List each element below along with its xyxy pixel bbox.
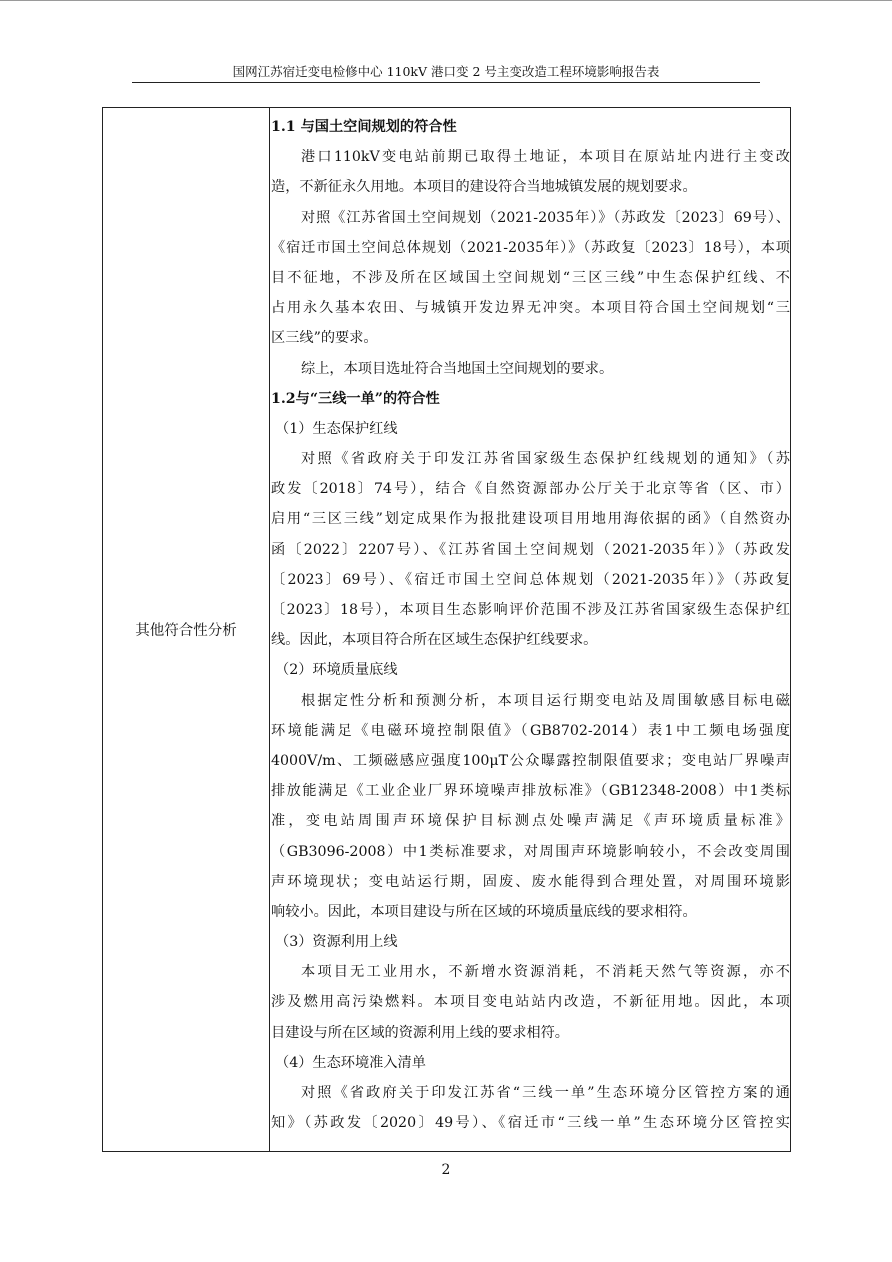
- body-text-line: 〔2023〕18号），本项目生态影响评价范围不涉及江苏省国家级生态保护红: [271, 602, 790, 618]
- section-heading: 1.2与“三线一单”的符合性: [271, 390, 440, 407]
- body-text-line: 声环境现状；变电站运行期，固废、废水能得到合理处置，对周围环境影: [271, 873, 790, 890]
- body-text-line: 启用“三区三线”划定成果作为报批建设项目用地用海依据的函》（自然资办: [271, 511, 790, 528]
- body-text-line: 综上，本项目选址符合当地国土空间规划的要求。: [301, 360, 614, 377]
- body-text-line: 区三线”的要求。: [271, 330, 378, 347]
- body-text-line: 根据定性分析和预测分析，本项目运行期变电站及周围敏感目标电磁: [301, 692, 790, 709]
- row-label-other-compliance: 其他符合性分析: [135, 623, 237, 639]
- table-column-divider: [269, 108, 270, 1151]
- body-text-line: 目建设与所在区域的资源利用上线的要求相符。: [271, 1024, 569, 1041]
- page-number: 2: [441, 1162, 451, 1178]
- table-content-cell: [271, 112, 790, 1138]
- header-underline: [132, 82, 760, 83]
- body-text-line: 对照《省政府关于印发江苏省“三线一单”生态环境分区管控方案的通: [301, 1085, 790, 1101]
- subsection-heading: （2）环境质量底线: [275, 662, 398, 679]
- body-text-line: 知》（苏政发〔2020〕49号）、《宿迁市“三线一单”生态环境分区管控实: [271, 1115, 790, 1132]
- body-text-line: 《宿迁市国土空间总体规划（2021-2035年）》（苏政复〔2023〕18号），本项: [271, 239, 790, 256]
- body-text-line: 造，不新征永久用地。本项目的建设符合当地城镇发展的规划要求。: [271, 179, 697, 196]
- body-text-line: 排放能满足《工业企业厂界环境噪声排放标准》（GB12348-2008）中1类标: [271, 783, 790, 800]
- section-heading: 1.1 与国土空间规划的符合性: [271, 119, 457, 135]
- body-text-line: 准，变电站周围声环境保护目标测点处噪声满足《声环境质量标准》: [271, 813, 790, 830]
- body-text-line: 〔2023〕69号）、《宿迁市国土空间总体规划（2021-2035年）》（苏政复: [271, 571, 790, 588]
- analysis-table: [102, 107, 791, 1152]
- body-text-line: 本项目无工业用水，不新增水资源消耗，不消耗天然气等资源，亦不: [301, 964, 790, 981]
- subsection-heading: （1）生态保护红线: [275, 420, 398, 437]
- body-text-line: 政发〔2018〕74号），结合《自然资源部办公厅关于北京等省（区、市）: [271, 481, 790, 498]
- body-text-line: 涉及燃用高污染燃料。本项目变电站站内改造，不新征用地。因此，本项: [271, 994, 790, 1011]
- body-text-line: 对照《省政府关于印发江苏省国家级生态保护红线规划的通知》（苏: [301, 451, 790, 468]
- body-text-line: 4000V/m、工频磁感应强度100μT公众曝露控制限值要求；变电站厂界噪声: [271, 752, 790, 769]
- body-text-line: 函〔2022〕2207号）、《江苏省国土空间规划（2021-2035年）》（苏政发: [271, 541, 790, 558]
- body-text-line: 港口110kV变电站前期已取得土地证，本项目在原站址内进行主变改: [301, 149, 790, 166]
- subsection-heading: （3）资源利用上线: [275, 934, 398, 951]
- body-text-line: （GB3096-2008）中1类标准要求，对周围声环境影响较小，不会改变周围: [271, 843, 790, 860]
- subsection-heading: （4）生态环境准入清单: [275, 1054, 426, 1071]
- report-header-title: 国网江苏宿迁变电检修中心 110kV 港口变 2 号主变改造工程环境影响报告表: [232, 64, 660, 79]
- body-text-line: 对照《江苏省国土空间规划（2021-2035年）》（苏政发〔2023〕69号）、: [301, 209, 790, 226]
- body-text-line: 环境能满足《电磁环境控制限值》（GB8702-2014）表1中工频电场强度: [271, 722, 790, 739]
- body-text-line: 占用永久基本农田、与城镇开发边界无冲突。本项目符合国土空间规划“三: [271, 300, 790, 317]
- page-top-rule: [0, 0, 892, 1]
- body-text-line: 响较小。因此，本项目建设与所在区域的环境质量底线的要求相符。: [271, 903, 697, 920]
- body-text-line: 线。因此，本项目符合所在区域生态保护红线要求。: [271, 632, 598, 649]
- body-text-line: 目不征地，不涉及所在区域国土空间规划“三区三线”中生态保护红线、不: [271, 269, 790, 286]
